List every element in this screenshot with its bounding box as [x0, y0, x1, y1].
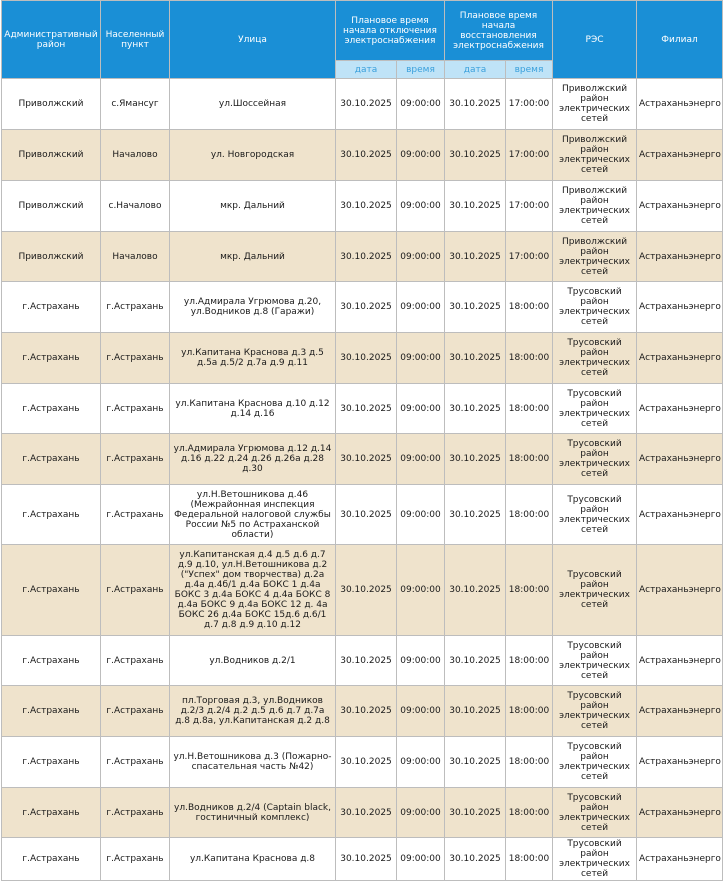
- street-cell: мкр. Дальний: [170, 181, 336, 232]
- on-date-cell: 30.10.2025: [445, 737, 506, 788]
- street-cell: ул.Шоссейная: [170, 79, 336, 130]
- res-cell: Приволжский район электрических сетей: [553, 79, 637, 130]
- res-cell: Трусовский район электрических сетей: [553, 636, 637, 686]
- off-time-cell: 09:00:00: [397, 737, 445, 788]
- subheader-on-time: время: [506, 61, 553, 79]
- street-cell: ул.Капитанская д.4 д.5 д.6 д.7 д.9 д.10, ул.Н.Ветошникова д.2 ("Успех" дом творчества) д.2а д.4а д.4б/1 д.4а БОКС 1 д.4а БОКС 3 д.4а БОКС 4 д.4а БОКС 8 д.4а БОКС 9 д.4а БОКС 12 д. 4а БОКС 26 д.4а БОКС 15д.6 д.6/1 д.7 д.8 д.9 д.10 д.12: [170, 545, 336, 636]
- off-date-cell: 30.10.2025: [336, 737, 397, 788]
- off-time-cell: 09:00:00: [397, 181, 445, 232]
- on-date-cell: 30.10.2025: [445, 485, 506, 545]
- off-time-cell: 09:00:00: [397, 384, 445, 434]
- locality-cell: г.Астрахань: [101, 686, 170, 737]
- off-date-cell: 30.10.2025: [336, 282, 397, 333]
- off-date-cell: 30.10.2025: [336, 434, 397, 485]
- on-date-cell: 30.10.2025: [445, 181, 506, 232]
- district-cell: г.Астрахань: [2, 737, 101, 788]
- res-cell: Приволжский район электрических сетей: [553, 232, 637, 282]
- on-date-cell: 30.10.2025: [445, 545, 506, 636]
- district-cell: Приволжский: [2, 181, 101, 232]
- off-date-cell: 30.10.2025: [336, 838, 397, 881]
- off-time-cell: 09:00:00: [397, 788, 445, 838]
- district-cell: г.Астрахань: [2, 282, 101, 333]
- off-date-cell: 30.10.2025: [336, 130, 397, 181]
- on-time-cell: 17:00:00: [506, 79, 553, 130]
- subheader-off-time: время: [397, 61, 445, 79]
- on-time-cell: 17:00:00: [506, 130, 553, 181]
- on-time-cell: 18:00:00: [506, 282, 553, 333]
- header-res: РЭС: [553, 1, 637, 79]
- district-cell: г.Астрахань: [2, 485, 101, 545]
- street-cell: ул.Капитана Краснова д.8: [170, 838, 336, 881]
- off-date-cell: 30.10.2025: [336, 545, 397, 636]
- on-time-cell: 18:00:00: [506, 384, 553, 434]
- res-cell: Трусовский район электрических сетей: [553, 788, 637, 838]
- res-cell: Трусовский район электрических сетей: [553, 545, 637, 636]
- street-cell: ул.Адмирала Угрюмова д.20, ул.Водников д.8 (Гаражи): [170, 282, 336, 333]
- table-row: [2, 636, 723, 686]
- on-date-cell: 30.10.2025: [445, 79, 506, 130]
- off-time-cell: 09:00:00: [397, 838, 445, 881]
- street-cell: ул.Капитана Краснова д.3 д.5 д.5а д.5/2 д.7а д.9 д.11: [170, 333, 336, 384]
- subheader-off-date: дата: [336, 61, 397, 79]
- locality-cell: г.Астрахань: [101, 737, 170, 788]
- table-row: [2, 181, 723, 232]
- res-cell: Приволжский район электрических сетей: [553, 181, 637, 232]
- off-time-cell: 09:00:00: [397, 232, 445, 282]
- off-date-cell: 30.10.2025: [336, 686, 397, 737]
- locality-cell: г.Астрахань: [101, 282, 170, 333]
- header-row: [2, 1, 723, 61]
- district-cell: г.Астрахань: [2, 636, 101, 686]
- branch-cell: Астраханьэнерго: [637, 485, 723, 545]
- locality-cell: г.Астрахань: [101, 788, 170, 838]
- on-time-cell: 18:00:00: [506, 838, 553, 881]
- locality-cell: г.Астрахань: [101, 434, 170, 485]
- branch-cell: Астраханьэнерго: [637, 636, 723, 686]
- off-time-cell: 09:00:00: [397, 545, 445, 636]
- table-row: [2, 485, 723, 545]
- header-planned-off: Плановое время начала отключения электроснабжения: [336, 1, 445, 61]
- branch-cell: Астраханьэнерго: [637, 384, 723, 434]
- locality-cell: г.Астрахань: [101, 485, 170, 545]
- on-time-cell: 18:00:00: [506, 737, 553, 788]
- outage-table: [1, 0, 723, 881]
- header-street: Улица: [170, 1, 336, 79]
- on-date-cell: 30.10.2025: [445, 434, 506, 485]
- branch-cell: Астраханьэнерго: [637, 130, 723, 181]
- on-date-cell: 30.10.2025: [445, 686, 506, 737]
- table-row: [2, 434, 723, 485]
- table-row: [2, 686, 723, 737]
- locality-cell: г.Астрахань: [101, 545, 170, 636]
- on-time-cell: 18:00:00: [506, 485, 553, 545]
- off-date-cell: 30.10.2025: [336, 636, 397, 686]
- district-cell: г.Астрахань: [2, 545, 101, 636]
- table-row: [2, 788, 723, 838]
- off-time-cell: 09:00:00: [397, 333, 445, 384]
- res-cell: Трусовский район электрических сетей: [553, 434, 637, 485]
- street-cell: ул.Н.Ветошникова д.3 (Пожарно-спасательная часть №42): [170, 737, 336, 788]
- branch-cell: Астраханьэнерго: [637, 181, 723, 232]
- table-row: [2, 79, 723, 130]
- off-time-cell: 09:00:00: [397, 79, 445, 130]
- header-branch: Филиал: [637, 1, 723, 79]
- table-row: [2, 838, 723, 881]
- off-date-cell: 30.10.2025: [336, 485, 397, 545]
- locality-cell: г.Астрахань: [101, 333, 170, 384]
- branch-cell: Астраханьэнерго: [637, 282, 723, 333]
- district-cell: г.Астрахань: [2, 434, 101, 485]
- table-row: [2, 130, 723, 181]
- on-date-cell: 30.10.2025: [445, 838, 506, 881]
- district-cell: Приволжский: [2, 79, 101, 130]
- locality-cell: с.Началово: [101, 181, 170, 232]
- district-cell: г.Астрахань: [2, 838, 101, 881]
- on-time-cell: 18:00:00: [506, 333, 553, 384]
- res-cell: Приволжский район электрических сетей: [553, 130, 637, 181]
- on-date-cell: 30.10.2025: [445, 333, 506, 384]
- district-cell: Приволжский: [2, 232, 101, 282]
- on-date-cell: 30.10.2025: [445, 282, 506, 333]
- branch-cell: Астраханьэнерго: [637, 838, 723, 881]
- table-row: [2, 545, 723, 636]
- res-cell: Трусовский район электрических сетей: [553, 384, 637, 434]
- off-time-cell: 09:00:00: [397, 282, 445, 333]
- street-cell: ул.Адмирала Угрюмова д.12 д.14 д.16 д.22 д.24 д.26 д.26а д.28 д.30: [170, 434, 336, 485]
- res-cell: Трусовский район электрических сетей: [553, 282, 637, 333]
- district-cell: Приволжский: [2, 130, 101, 181]
- on-time-cell: 18:00:00: [506, 545, 553, 636]
- street-cell: мкр. Дальний: [170, 232, 336, 282]
- branch-cell: Астраханьэнерго: [637, 434, 723, 485]
- street-cell: ул.Водников д.2/4 (Captain black, гостиничный комплекс): [170, 788, 336, 838]
- branch-cell: Астраханьэнерго: [637, 788, 723, 838]
- res-cell: Трусовский район электрических сетей: [553, 333, 637, 384]
- on-time-cell: 17:00:00: [506, 181, 553, 232]
- header-admin-district: Административный район: [2, 1, 101, 79]
- off-date-cell: 30.10.2025: [336, 232, 397, 282]
- district-cell: г.Астрахань: [2, 384, 101, 434]
- table-row: [2, 333, 723, 384]
- on-time-cell: 18:00:00: [506, 788, 553, 838]
- branch-cell: Астраханьэнерго: [637, 686, 723, 737]
- locality-cell: Началово: [101, 232, 170, 282]
- street-cell: ул.Н.Ветошникова д.46 (Межрайонная инспекция Федеральной налоговой службы России №5 по Астраханской области): [170, 485, 336, 545]
- table-row: [2, 384, 723, 434]
- branch-cell: Астраханьэнерго: [637, 79, 723, 130]
- header-planned-on: Плановое время начала восстановления электроснабжения: [445, 1, 553, 61]
- on-date-cell: 30.10.2025: [445, 130, 506, 181]
- header-locality: Населенный пункт: [101, 1, 170, 79]
- on-time-cell: 18:00:00: [506, 686, 553, 737]
- table-body: [2, 79, 723, 881]
- street-cell: пл.Торговая д.3, ул.Водников д.2/3 д.2/4 д.2 д.5 д.6 д.7 д.7а д.8 д.8а, ул.Капитанская д.2 д.8: [170, 686, 336, 737]
- off-date-cell: 30.10.2025: [336, 333, 397, 384]
- table-row: [2, 282, 723, 333]
- district-cell: г.Астрахань: [2, 686, 101, 737]
- off-time-cell: 09:00:00: [397, 434, 445, 485]
- table-row: [2, 737, 723, 788]
- on-date-cell: 30.10.2025: [445, 788, 506, 838]
- branch-cell: Астраханьэнерго: [637, 232, 723, 282]
- off-time-cell: 09:00:00: [397, 485, 445, 545]
- off-date-cell: 30.10.2025: [336, 181, 397, 232]
- res-cell: Трусовский район электрических сетей: [553, 737, 637, 788]
- street-cell: ул.Водников д.2/1: [170, 636, 336, 686]
- district-cell: г.Астрахань: [2, 788, 101, 838]
- branch-cell: Астраханьэнерго: [637, 737, 723, 788]
- locality-cell: Началово: [101, 130, 170, 181]
- on-time-cell: 18:00:00: [506, 636, 553, 686]
- locality-cell: с.Ямансуг: [101, 79, 170, 130]
- on-time-cell: 17:00:00: [506, 232, 553, 282]
- locality-cell: г.Астрахань: [101, 636, 170, 686]
- on-date-cell: 30.10.2025: [445, 636, 506, 686]
- res-cell: Трусовский район электрических сетей: [553, 838, 637, 881]
- off-time-cell: 09:00:00: [397, 636, 445, 686]
- locality-cell: г.Астрахань: [101, 838, 170, 881]
- on-time-cell: 18:00:00: [506, 434, 553, 485]
- off-date-cell: 30.10.2025: [336, 384, 397, 434]
- table-row: [2, 232, 723, 282]
- off-date-cell: 30.10.2025: [336, 79, 397, 130]
- branch-cell: Астраханьэнерго: [637, 545, 723, 636]
- district-cell: г.Астрахань: [2, 333, 101, 384]
- branch-cell: Астраханьэнерго: [637, 333, 723, 384]
- res-cell: Трусовский район электрических сетей: [553, 686, 637, 737]
- street-cell: ул. Новгородская: [170, 130, 336, 181]
- subheader-on-date: дата: [445, 61, 506, 79]
- on-date-cell: 30.10.2025: [445, 384, 506, 434]
- res-cell: Трусовский район электрических сетей: [553, 485, 637, 545]
- locality-cell: г.Астрахань: [101, 384, 170, 434]
- on-date-cell: 30.10.2025: [445, 232, 506, 282]
- off-time-cell: 09:00:00: [397, 686, 445, 737]
- off-time-cell: 09:00:00: [397, 130, 445, 181]
- off-date-cell: 30.10.2025: [336, 788, 397, 838]
- street-cell: ул.Капитана Краснова д.10 д.12 д.14 д.16: [170, 384, 336, 434]
